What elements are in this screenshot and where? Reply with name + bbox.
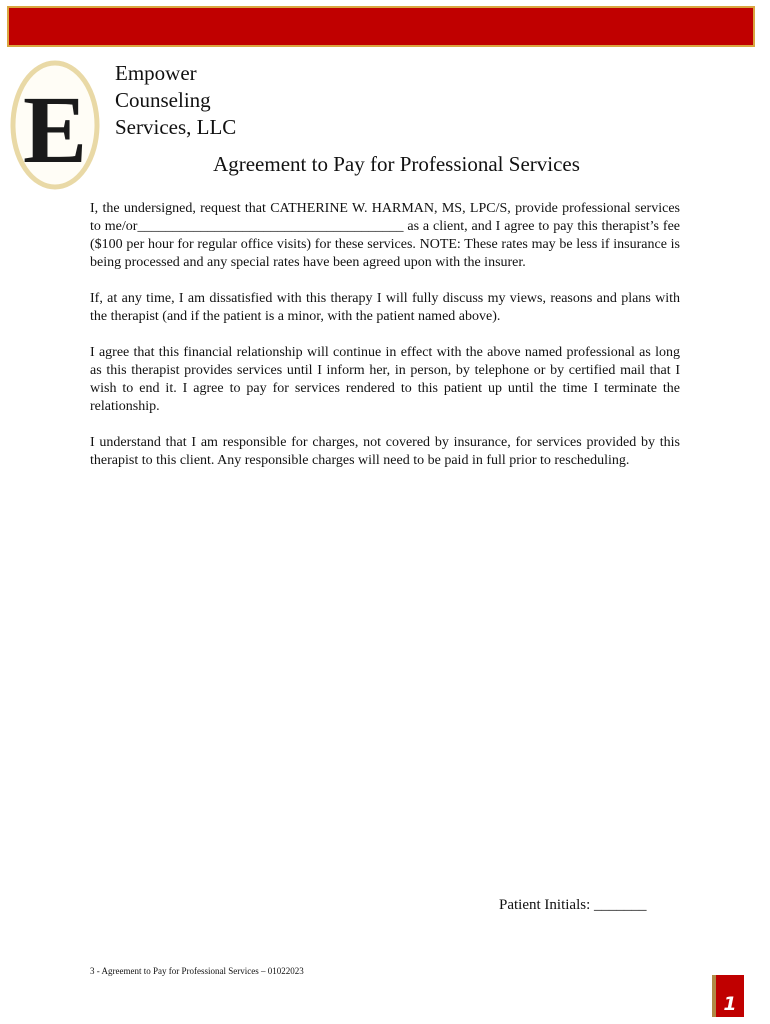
document-body bbox=[90, 200, 680, 488]
logo-letter: E bbox=[22, 76, 88, 183]
document-title: Agreement to Pay for Professional Services bbox=[213, 152, 580, 176]
paragraph-relationship: I agree that this financial relationship will continue in effect with the above named professional as long as this therapist provides services until I inform her, in person, by telephone or by certified mail that I wish to end it. I agree to pay for services rendered to this patient up until the time I terminate the relationship. bbox=[90, 345, 680, 414]
patient-initials-field[interactable]: Patient Initials: _______ bbox=[499, 897, 647, 913]
company-name bbox=[115, 60, 236, 141]
company-name-line3: Services, LLC bbox=[115, 115, 237, 139]
company-name-line1: Empower bbox=[115, 61, 197, 85]
footer-text: 3 - Agreement to Pay for Professional Services – 01022023 bbox=[90, 966, 304, 976]
paragraph-charges: I understand that I am responsible for charges, not covered by insurance, for services provided by this therapist to this client. Any responsible charges will need to be paid in full prior to rescheduling. bbox=[90, 435, 680, 468]
page-number-badge: 1 bbox=[712, 975, 744, 1017]
header-bar bbox=[7, 6, 755, 47]
paragraph-dissatisfaction: If, at any time, I am dissatisfied with this therapy I will fully discuss my views, reasons and plans with the therapist (and if the patient is a minor, with the patient named above). bbox=[90, 291, 680, 324]
company-name-line2: Counseling bbox=[115, 88, 211, 112]
paragraph-request: I, the undersigned, request that CATHERINE W. HARMAN, MS, LPC/S, provide professional services to me/or______________________________________ as a client, and I agree to pay this therapist’s fee ($100 per hour for regular office visits) for these services. NOTE: These rates may be less if insurance is being processed and any special rates have been agreed upon with the insurer. bbox=[90, 201, 680, 270]
